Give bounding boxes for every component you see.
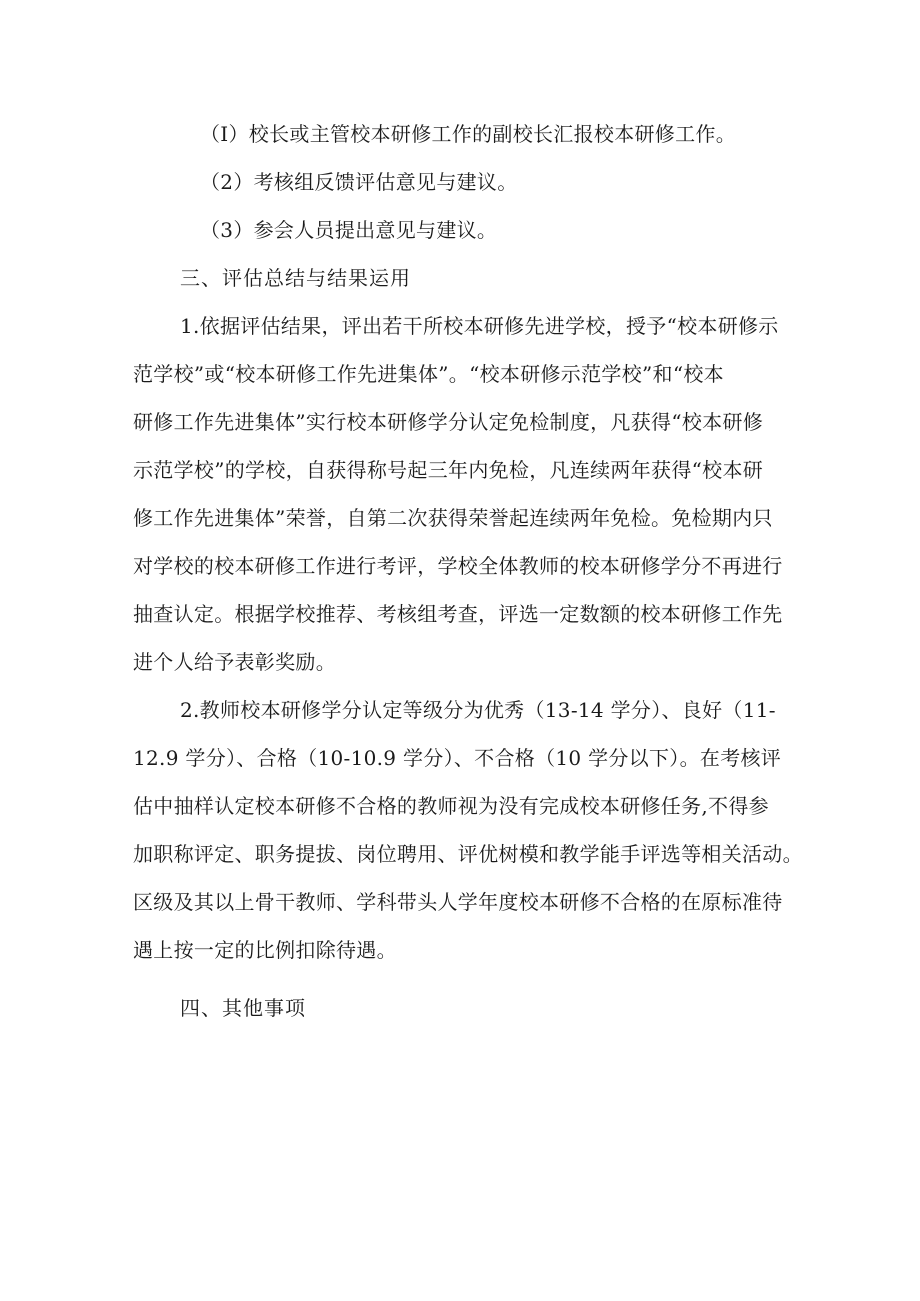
para2-line: 加职称评定、职务提拔、岗位聘用、评优树模和教学能手评选等相关活动。 (133, 842, 803, 866)
para1-line: 抽查认定。根据学校推荐、考核组考查，评选一定数额的校本研修工作先 (133, 602, 783, 626)
para1-line: 示范学校”的学校，自获得称号起三年内免检，凡连续两年获得“校本研 (133, 458, 764, 482)
para2-line: 区级及其以上骨干教师、学科带头人学年度校本研修不合格的在原标准待 (133, 890, 783, 914)
para2-line: 2.教师校本研修学分认定等级分为优秀（13-14 学分）、良好（11- (180, 698, 776, 722)
item-2: （2）考核组反馈评估意见与建议。 (200, 170, 518, 194)
para1-line: 1.依据评估结果，评出若干所校本研修先进学校，授予“校本研修示 (180, 314, 779, 338)
para1-line: 范学校”或“校本研修工作先进集体”。“校本研修示范学校”和“校本 (133, 362, 724, 386)
para1-line: 研修工作先进集体”实行校本研修学分认定免检制度，凡获得“校本研修 (133, 410, 764, 434)
para2-line: 12.9 学分）、合格（10-10.9 学分）、不合格（10 学分以下）。在考核评 (133, 746, 782, 770)
para2-line: 遇上按一定的比例扣除待遇。 (133, 938, 397, 962)
section-heading-3: 三、评估总结与结果运用 (180, 266, 411, 290)
item-3: （3）参会人员提出意见与建议。 (200, 218, 498, 242)
section-heading-4: 四、其他事项 (180, 996, 306, 1020)
item-1: （I）校长或主管校本研修工作的副校长汇报校本研修工作。 (200, 122, 736, 146)
para2-line: 估中抽样认定校本研修不合格的教师视为没有完成校本研修任务,不得参 (133, 794, 769, 818)
para1-line: 进个人给予表彰奖励。 (133, 650, 336, 674)
para1-line: 修工作先进集体”荣誉，自第二次获得荣誉起连续两年免检。免检期内只 (133, 506, 773, 530)
para1-line: 对学校的校本研修工作进行考评，学校全体教师的校本研修学分不再进行 (133, 554, 783, 578)
